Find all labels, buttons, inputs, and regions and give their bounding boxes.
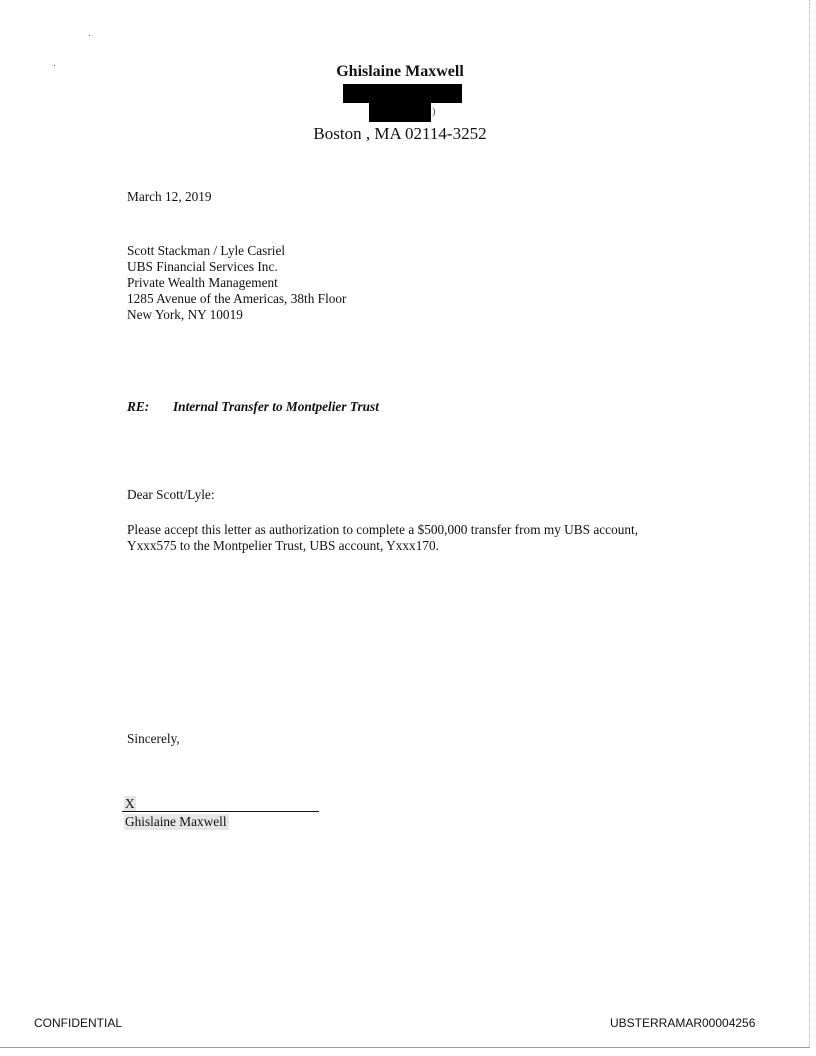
salutation: Dear Scott/Lyle: xyxy=(127,487,215,502)
bates-number: UBSTERRAMAR00004256 xyxy=(610,1016,756,1030)
signer-name: Ghislaine Maxwell xyxy=(125,814,227,829)
subject-line xyxy=(127,399,379,415)
subject-label: RE: xyxy=(127,399,150,414)
confidential-label: CONFIDENTIAL xyxy=(34,1016,123,1030)
closing: Sincerely, xyxy=(127,731,180,746)
redaction-block xyxy=(369,103,431,122)
redaction-block xyxy=(343,84,462,103)
body-paragraph: Please accept this letter as authorization to complete a $500,000 transfer from my UBS account, Yxxx575 to the Montpelier Trust, UBS account, Yxxx170. xyxy=(127,522,639,553)
address-line: 1285 Avenue of the Americas, 38th Floor xyxy=(127,291,347,306)
signature-line xyxy=(122,811,319,812)
letter-date: March 12, 2019 xyxy=(127,189,212,204)
page-edge-right xyxy=(809,0,810,1048)
signature-field-mark[interactable]: X xyxy=(125,796,135,811)
address-line: UBS Financial Services Inc. xyxy=(127,259,278,274)
subject-text: Internal Transfer to Montpelier Trust xyxy=(173,399,379,414)
scan-speck xyxy=(89,35,90,36)
recipient-address xyxy=(127,243,346,323)
sender-city: Boston , MA 02114-3252 xyxy=(313,124,487,143)
sender-name: Ghislaine Maxwell xyxy=(336,63,464,80)
redaction-residue xyxy=(431,107,435,117)
page-edge-bottom xyxy=(0,1047,810,1048)
address-line: Scott Stackman / Lyle Casriel xyxy=(127,243,286,258)
scan-speck xyxy=(54,65,55,66)
address-line: New York, NY 10019 xyxy=(127,307,243,322)
address-line: Private Wealth Management xyxy=(127,275,278,290)
letterhead xyxy=(250,62,550,82)
